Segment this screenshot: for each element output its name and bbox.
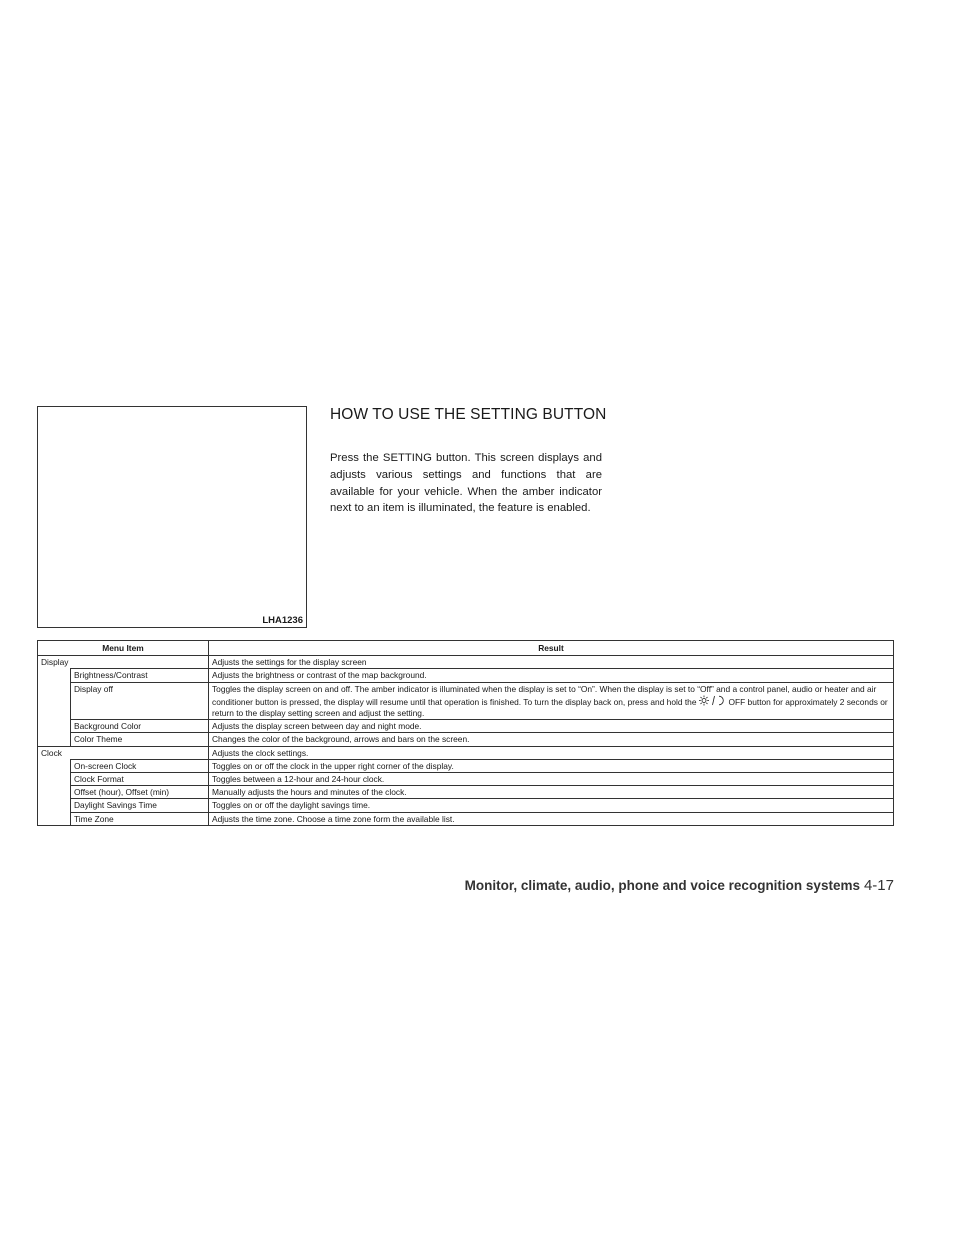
menu-item-clock-format: Clock Format — [71, 773, 209, 786]
section-body: Press the SETTING button. This screen displays and adjusts various settings and functions that are available for your vehicle. When the amber indicator next to an item is illuminated, the feature is enabled. — [330, 452, 602, 515]
result-cell: Changes the color of the background, arrows and bars on the screen. — [209, 733, 894, 746]
table-row — [38, 656, 894, 669]
menu-item-clock: Clock — [38, 746, 209, 759]
result-cell: Toggles between a 12-hour and 24-hour clock. — [209, 773, 894, 786]
result-cell: Adjusts the brightness or contrast of the map background. — [209, 669, 894, 682]
result-cell: Manually adjusts the hours and minutes of the clock. — [209, 786, 894, 799]
table-row — [38, 682, 894, 720]
result-cell — [209, 682, 894, 720]
result-text-after-icon: OFF button for approximately 2 seconds or return to the display setting screen and adjust the setting. — [212, 696, 888, 719]
menu-item-display: Display — [38, 656, 209, 669]
result-cell: Toggles on or off the clock in the upper right corner of the display. — [209, 759, 894, 772]
table-row — [38, 799, 894, 812]
menu-item-offset: Offset (hour), Offset (min) — [71, 786, 209, 799]
menu-item-display-off: Display off — [71, 682, 209, 720]
table-header-row — [38, 641, 894, 656]
page-number: 4-17 — [863, 877, 894, 894]
result-cell: Adjusts the settings for the display screen — [209, 656, 894, 669]
page-footer — [465, 877, 894, 894]
table-row — [38, 669, 894, 682]
indent-cell — [38, 759, 71, 825]
table-row — [38, 733, 894, 746]
result-cell: Toggles on or off the daylight savings time. — [209, 799, 894, 812]
result-cell: Adjusts the clock settings. — [209, 746, 894, 759]
sun-moon-icon — [698, 695, 728, 706]
menu-item-background-color: Background Color — [71, 720, 209, 733]
table-row — [38, 746, 894, 759]
menu-item-brightness-contrast: Brightness/Contrast — [71, 669, 209, 682]
table-row — [38, 786, 894, 799]
table-row — [38, 720, 894, 733]
header-result: Result — [209, 641, 894, 656]
result-text-before-icon: Toggles the display screen on and off. The amber indicator is illuminated when the display is set to “On”. When the display is set to “Off” and a control panel, audio or heater and air conditioner button is pressed, the display will resume until that operation is finished. To turn the display back on, press and hold the — [212, 683, 877, 707]
section-title: HOW TO USE THE SETTING BUTTON — [330, 406, 607, 423]
header-menu-item: Menu Item — [38, 641, 209, 656]
menu-item-daylight-savings-time: Daylight Savings Time — [71, 799, 209, 812]
table-row — [38, 812, 894, 825]
table-row — [38, 759, 894, 772]
menu-item-time-zone: Time Zone — [71, 812, 209, 825]
indent-cell — [38, 669, 71, 746]
result-cell: Adjusts the time zone. Choose a time zone form the available list. — [209, 812, 894, 825]
figure-id: LHA1236 — [262, 615, 303, 626]
figure-placeholder — [37, 406, 307, 628]
result-cell: Adjusts the display screen between day and night mode. — [209, 720, 894, 733]
settings-table — [37, 640, 894, 826]
chapter-title: Monitor, climate, audio, phone and voice recognition systems — [464, 878, 860, 893]
table-row — [38, 773, 894, 786]
menu-item-color-theme: Color Theme — [71, 733, 209, 746]
menu-item-on-screen-clock: On-screen Clock — [71, 759, 209, 772]
